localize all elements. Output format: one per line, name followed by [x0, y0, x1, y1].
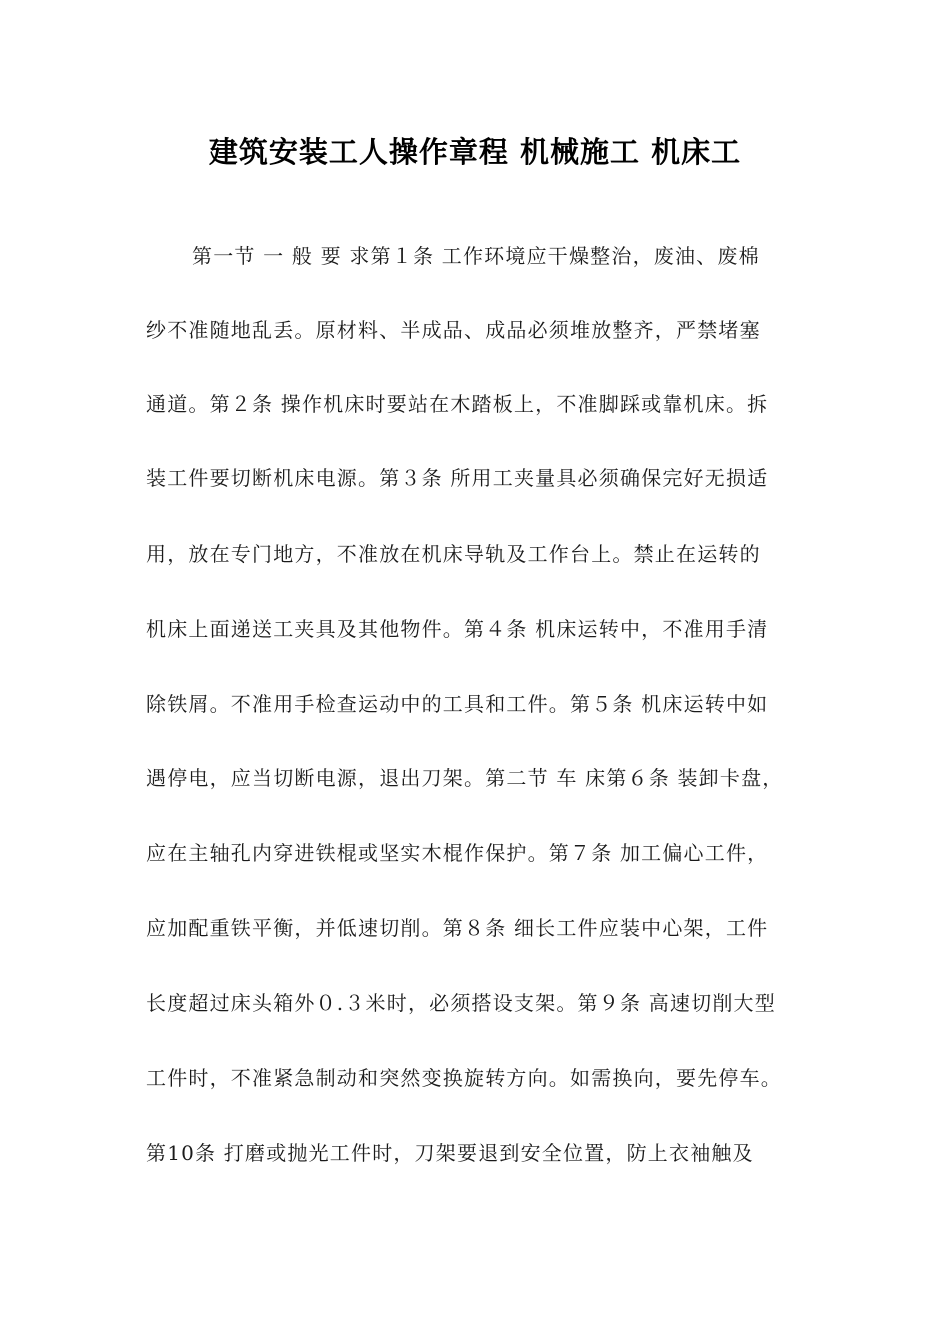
body-line-4: 装工件要切断机床电源。第３条 所用工夹量具必须确保完好无损适	[146, 466, 769, 490]
body-line-3: 通道。第２条 操作机床时要站在木踏板上，不准脚踩或靠机床。拆	[146, 392, 769, 416]
document-title: 建筑安装工人操作章程 机械施工 机床工	[208, 135, 742, 169]
body-line-1: 第一节 一 般 要 求第１条 工作环境应干燥整治，废油、废棉	[192, 244, 760, 268]
body-line-11: 长度超过床头箱外０.３米时，必须搭设支架。第９条 高速切削大型	[146, 991, 776, 1015]
body-line-12: 工件时，不准紧急制动和突然变换旋转方向。如需换向，要先停车。	[146, 1066, 782, 1090]
body-line-8: 遇停电，应当切断电源，退出刀架。第二节 车 床第６条 装卸卡盘，	[146, 766, 784, 790]
body-line-2: 纱不准随地乱丢。原材料、半成品、成品必须堆放整齐，严禁堵塞	[146, 318, 761, 342]
body-line-7: 除铁屑。不准用手检查运动中的工具和工件。第５条 机床运转中如	[146, 692, 769, 716]
body-line-6: 机床上面递送工夹具及其他物件。第４条 机床运转中，不准用手清	[146, 617, 769, 641]
body-line-9: 应在主轴孔内穿进铁棍或坚实木棍作保护。第７条 加工偏心工件，	[146, 841, 769, 865]
body-line-13: 第10条 打磨或抛光工件时，刀架要退到安全位置，防上衣袖触及	[146, 1141, 754, 1165]
body-line-10: 应加配重铁平衡，并低速切削。第８条 细长工件应装中心架，工件	[146, 916, 769, 940]
body-line-5: 用，放在专门地方，不准放在机床导轨及工作台上。禁止在运转的	[146, 542, 761, 566]
